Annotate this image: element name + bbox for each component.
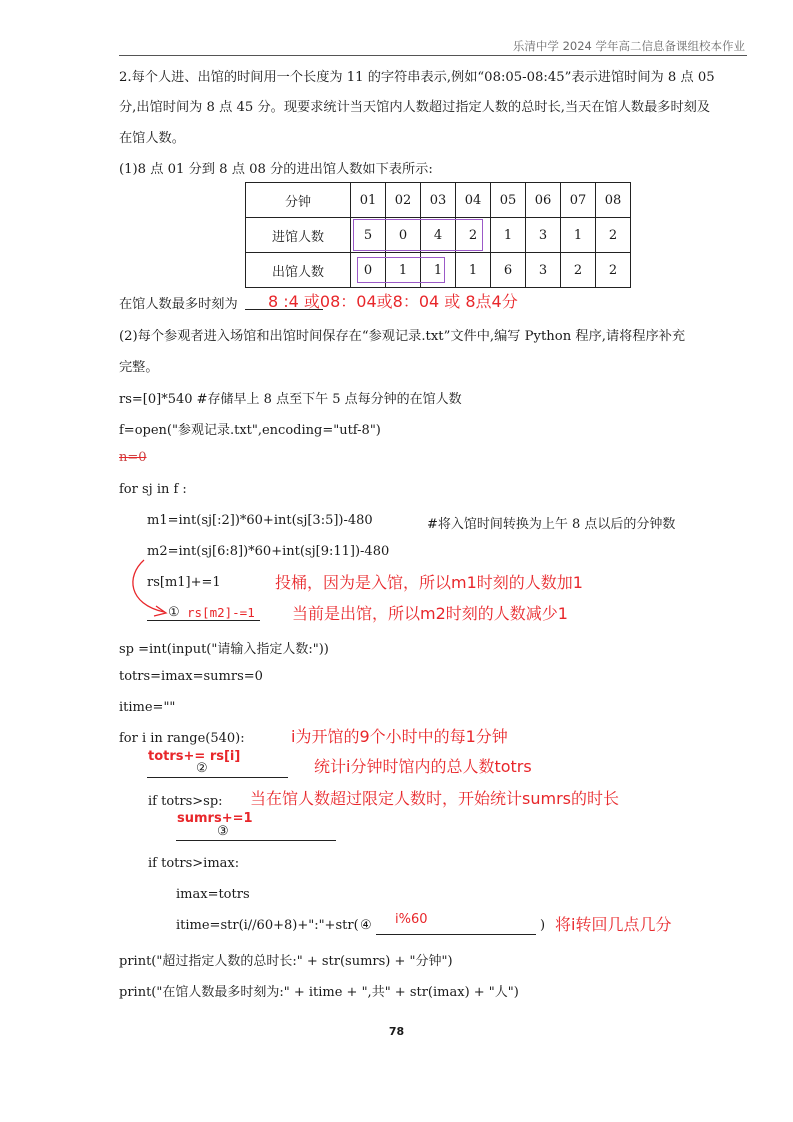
table-cell: 5 [351, 218, 386, 253]
code-line: itime=str(i//60+8)+":"+str( [176, 918, 359, 933]
code-line: rs[m1]+=1 [147, 575, 221, 590]
code-line: print("超过指定人数的总时长:" + str(sumrs) + "分钟") [119, 954, 453, 969]
table-header-cell: 03 [421, 183, 456, 218]
table-cell: 2 [596, 253, 631, 288]
table-cell: 1 [491, 218, 526, 253]
blank-4-underline [376, 934, 536, 935]
code-line: itime="" [119, 700, 176, 715]
note-loop: i为开馆的9个小时中的每1分钟 [291, 727, 508, 746]
table-cell: 0 [351, 253, 386, 288]
table-cell: 3 [526, 253, 561, 288]
answer-3: sumrs+=1 [177, 811, 253, 826]
table-header-row [246, 183, 631, 218]
code-line: totrs=imax=sumrs=0 [119, 669, 263, 684]
blank-3-number: ③ [217, 824, 229, 839]
table-header-cell: 08 [596, 183, 631, 218]
page-number: 78 [388, 1025, 405, 1038]
code-close-paren: ) [540, 918, 546, 933]
answer-2: totrs+= rs[i] [148, 749, 241, 764]
blank-2-underline [147, 777, 288, 778]
code-line: m1=int(sj[:2])*60+int(sj[3:5])-480 [147, 513, 373, 528]
code-comment: #将入馆时间转换为上午 8 点以后的分钟数 [427, 517, 676, 532]
question-intro-line1: 2.每个人进、出馆的时间用一个长度为 11 的字符串表示,例如“08:05-08:45”表示进馆时间为 8 点 05 [119, 70, 715, 85]
part2-prompt-line1: (2)每个参观者进入场馆和出馆时间保存在“参观记录.txt”文件中,编写 Python 程序,请将程序补充 [119, 329, 686, 344]
blank-4-number: ④ [360, 918, 372, 933]
note-m2: 当前是出馆，所以m2时刻的人数减少1 [292, 604, 568, 623]
code-line: for i in range(540): [119, 731, 245, 746]
table-cell: 0 [386, 218, 421, 253]
blank-1-number: ① [168, 605, 180, 620]
table-header-cell: 01 [351, 183, 386, 218]
answer-1: rs[m2]-=1 [187, 605, 255, 620]
table-header-label: 分钟 [246, 183, 351, 218]
table-header-cell: 06 [526, 183, 561, 218]
answer-underline [245, 309, 323, 310]
header-divider [119, 55, 747, 56]
note-m1: 投桶，因为是入馆，所以m1时刻的人数加1 [275, 573, 583, 592]
row-label: 进馆人数 [246, 218, 351, 253]
page-header: 乐清中学 2024 学年高二信息备课组校本作业 [512, 39, 745, 53]
table-cell: 1 [421, 253, 456, 288]
table-cell: 6 [491, 253, 526, 288]
note-totrs: 统计i分钟时馆内的总人数totrs [314, 757, 532, 776]
table-header-cell: 02 [386, 183, 421, 218]
table-cell: 1 [561, 218, 596, 253]
table-cell: 2 [561, 253, 596, 288]
code-line: if totrs>sp: [148, 794, 223, 809]
code-line: m2=int(sj[6:8])*60+int(sj[9:11])-480 [147, 544, 390, 559]
table-cell: 3 [526, 218, 561, 253]
highlight-box-exit [357, 257, 445, 283]
blank-3-underline [176, 840, 336, 841]
code-line: imax=totrs [176, 887, 250, 902]
code-line: print("在馆人数最多时刻为:" + itime + ",共" + str(imax) + "人") [119, 985, 519, 1000]
code-line: for sj in f : [119, 482, 187, 497]
code-line-struck: n=0 [119, 450, 147, 465]
blank-2-number: ② [196, 761, 208, 776]
question-intro-line2: 分,出馆时间为 8 点 45 分。现要求统计当天馆内人数超过指定人数的总时长,当天在馆人数最多时刻及 [119, 100, 711, 115]
table-header-cell: 07 [561, 183, 596, 218]
table-header-cell: 05 [491, 183, 526, 218]
code-line: if totrs>imax: [148, 856, 240, 871]
note-itime: 将i转回几点几分 [555, 915, 672, 934]
part1-answer-label: 在馆人数最多时刻为 [119, 297, 238, 312]
table-header-cell: 04 [456, 183, 491, 218]
code-line: f=open("参观记录.txt",encoding="utf-8") [119, 423, 381, 438]
blank-1-underline [147, 620, 260, 621]
answer-4: i%60 [395, 912, 428, 927]
part1-answer: 8 :4 或08：04或8：04 或 8点4分 [268, 292, 518, 311]
note-sumrs: 当在馆人数超过限定人数时，开始统计sumrs的时长 [250, 789, 619, 808]
table-cell: 4 [421, 218, 456, 253]
table-cell: 2 [456, 218, 491, 253]
part1-prompt: (1)8 点 01 分到 8 点 08 分的进出馆人数如下表所示: [119, 162, 433, 177]
code-line: sp =int(input("请输入指定人数:")) [119, 642, 329, 657]
question-intro-line3: 在馆人数。 [119, 131, 185, 146]
code-line: rs=[0]*540 #存储早上 8 点至下午 5 点每分钟的在馆人数 [119, 392, 462, 407]
row-label: 出馆人数 [246, 253, 351, 288]
table-cell: 2 [596, 218, 631, 253]
highlight-box-entry [353, 219, 483, 251]
part2-prompt-line2: 完整。 [119, 360, 159, 375]
table-cell: 1 [386, 253, 421, 288]
table-cell: 1 [456, 253, 491, 288]
